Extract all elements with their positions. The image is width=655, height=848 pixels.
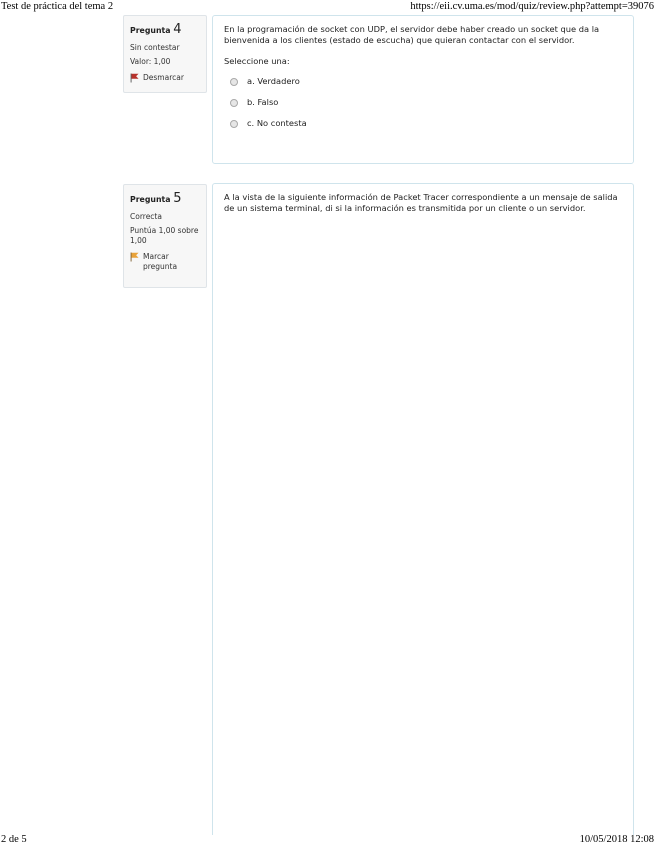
question-5-info: [123, 184, 207, 288]
radio-button-c[interactable]: [230, 120, 238, 128]
question-4-info: [123, 15, 207, 93]
question-5-state: Correcta: [130, 211, 162, 221]
answer-option-a-label: a. Verdadero: [247, 76, 300, 87]
answer-option-a[interactable]: [224, 71, 621, 92]
answer-option-c-label: c. No contesta: [247, 118, 307, 129]
flag-icon: [130, 73, 139, 83]
print-footer-datetime: 10/05/2018 12:08: [579, 834, 654, 845]
question-4-prompt: Seleccione una:: [224, 56, 290, 67]
question-4-number: Pregunta 4: [130, 22, 182, 37]
question-4-flag-label: Desmarcar: [143, 72, 184, 82]
question-4-grade: Valor: 1,00: [130, 56, 171, 66]
print-footer: [0, 834, 655, 848]
print-header-url: https://eii.cv.uma.es/mod/quiz/review.php?attempt=39076: [410, 1, 654, 12]
question-5-flag-toggle[interactable]: [130, 252, 206, 272]
question-4-flag-toggle[interactable]: [130, 73, 206, 83]
print-footer-page: 2 de 5: [1, 834, 27, 845]
print-header: [0, 1, 655, 15]
radio-button-b[interactable]: [230, 99, 238, 107]
question-4-answer: [224, 71, 621, 134]
print-header-title: Test de práctica del tema 2: [1, 1, 114, 12]
question-5-number: Pregunta 5: [130, 191, 182, 206]
answer-option-b-label: b. Falso: [247, 97, 279, 108]
radio-button-a[interactable]: [230, 78, 238, 86]
question-4-text: En la programación de socket con UDP, el servidor debe haber creado un socket que da la bienvenida a los clientes (estado de escucha) que quieran contactar con el servidor.: [224, 24, 600, 46]
question-5-text: A la vista de la siguiente información de Packet Tracer correspondiente a un mensaje de salida de un sistema terminal, di si la información es transmitida por un cliente o un servidor.: [224, 192, 618, 214]
question-5-grade: Puntúa 1,00 sobre 1,00: [130, 225, 199, 245]
question-4-state: Sin contestar: [130, 42, 180, 52]
question-5-content: [212, 183, 634, 835]
question-4-content: [212, 15, 634, 164]
answer-option-c[interactable]: [224, 113, 621, 134]
answer-option-b[interactable]: [224, 92, 621, 113]
flag-icon: [130, 252, 139, 262]
question-5-flag-label: Marcar pregunta: [143, 251, 178, 272]
